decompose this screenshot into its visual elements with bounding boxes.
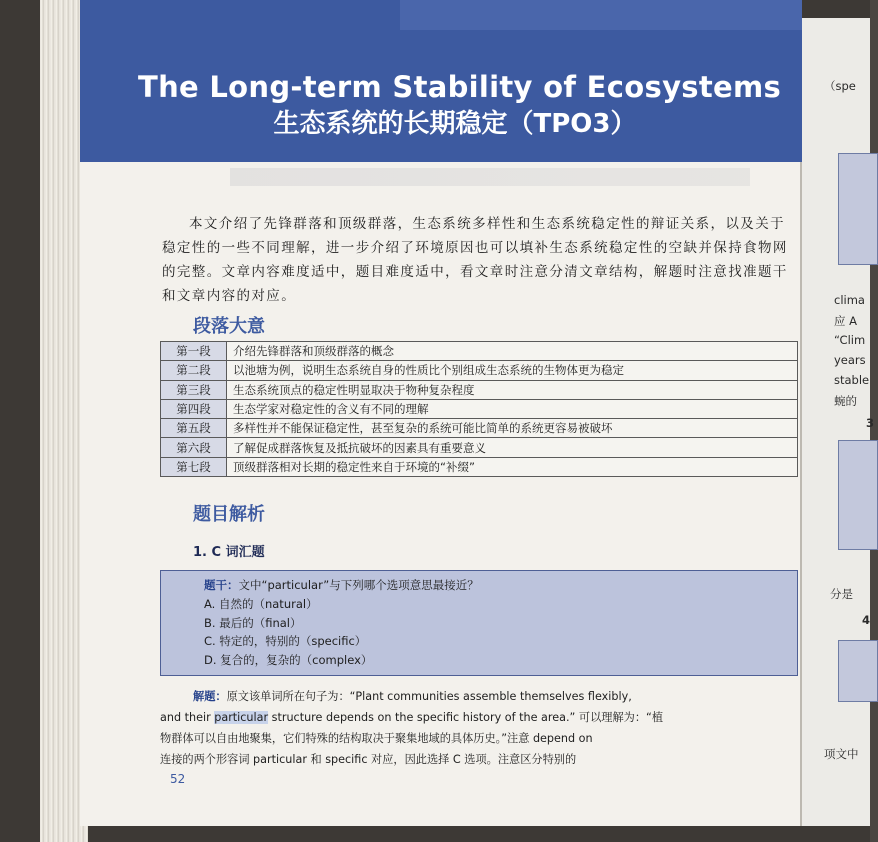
right-page-box: [838, 440, 878, 550]
answer-line: [160, 707, 800, 728]
table-row: [161, 438, 798, 457]
row-label: 第四段: [161, 399, 227, 418]
row-text: 生态系统顶点的稳定性明显取决于物种复杂程度: [227, 380, 798, 399]
table-row: [161, 380, 798, 399]
table-row: [161, 419, 798, 438]
table-row: [161, 361, 798, 380]
row-label: 第五段: [161, 419, 227, 438]
intro-paragraph: 本文介绍了先锋群落和顶级群落，生态系统多样性和生态系统稳定性的辩证关系，以及关于稳定性的一些不同理解，进一步介绍了环境原因也可以填补生态系统稳定性的空缺并保持食物网的完整。文章内容难度适中，题目难度适中，看文章时注意分清文章结构，解题时注意找准题干和文章内容的对应。: [162, 216, 788, 304]
right-page-text: stable: [834, 373, 870, 387]
right-page-text: 蜿的: [834, 394, 857, 408]
right-page-text: 分是: [830, 587, 853, 601]
answer-line: [160, 686, 800, 707]
section-heading-summary: 段落大意: [193, 316, 265, 337]
right-page-box: [838, 640, 878, 702]
right-page-text: 应 A: [834, 314, 858, 328]
faded-strip: [230, 168, 750, 186]
option-a: A. 自然的（natural）: [204, 597, 318, 611]
right-page-text: 项文中: [824, 747, 859, 761]
row-text: 了解促成群落恢复及抵抗破坏的因素具有重要意义: [227, 438, 798, 457]
answer-text: and their: [160, 711, 215, 724]
stem-label: 题干：: [204, 578, 239, 592]
row-label: 第七段: [161, 457, 227, 476]
title-english: The Long-term Stability of Ecosystems: [138, 70, 782, 104]
row-label: 第一段: [161, 342, 227, 361]
question-box: [160, 570, 798, 676]
stem-text: 文中“particular”与下列哪个选项意思最接近？: [238, 578, 479, 592]
question-stem: [204, 576, 787, 595]
row-label: 第二段: [161, 361, 227, 380]
answer-line: 连接的两个形容词 particular 和 specific 对应，因此选择 C 选项。注意区分特别的: [160, 753, 577, 766]
option-d: D. 复合的，复杂的（complex）: [204, 652, 373, 667]
table-row: [161, 457, 798, 476]
answer-line: 物群体可以自由地聚集，它们特殊的结构取决于聚集地域的具体历史。”注意 depend on: [160, 732, 593, 745]
right-page-text: 4: [862, 613, 871, 627]
row-text: 介绍先锋群落和顶级群落的概念: [227, 342, 798, 361]
answer-text: structure depends on the specific history of the area.” 可以理解为：“植: [268, 711, 664, 724]
right-page: [800, 18, 875, 826]
right-page-text: （spe: [824, 79, 856, 93]
banner-highlight: [400, 0, 802, 30]
option-b: B. 最后的（final）: [204, 615, 302, 630]
table-row: [161, 399, 798, 418]
row-text: 多样性并不能保证稳定性，甚至复杂的系统可能比简单的系统更容易被破坏: [227, 419, 798, 438]
row-label: 第三段: [161, 380, 227, 399]
question-title: 1. C 词汇题: [193, 545, 265, 560]
right-page-box: [838, 153, 878, 265]
right-page-text: clima: [834, 293, 865, 307]
paragraph-summary-table: [160, 341, 798, 477]
row-text: 顶级群落相对长期的稳定性来自于环境的“补缀”: [227, 457, 798, 476]
right-page-text: years: [834, 353, 866, 367]
title-chinese: 生态系统的长期稳定（TPO3）: [273, 109, 637, 139]
answer-explanation: [160, 686, 800, 770]
answer-label: 解题：: [193, 690, 227, 703]
row-label: 第六段: [161, 438, 227, 457]
right-page-text: “Clim: [834, 333, 866, 347]
option-c: C. 特定的，特别的（specific）: [204, 634, 367, 648]
right-page-text: 3: [866, 416, 875, 430]
section-heading-analysis: 题目解析: [193, 504, 265, 525]
page-number: 52: [170, 772, 186, 786]
row-text: 以池塘为例，说明生态系统自身的性质比个别组成生态系统的生物体更为稳定: [227, 361, 798, 380]
table-row: [161, 342, 798, 361]
highlighted-word: particular: [214, 711, 269, 724]
answer-text: 原文该单词所在句子为：“Plant communities assemble themselves flexibly,: [226, 690, 632, 703]
row-text: 生态学家对稳定性的含义有不同的理解: [227, 399, 798, 418]
